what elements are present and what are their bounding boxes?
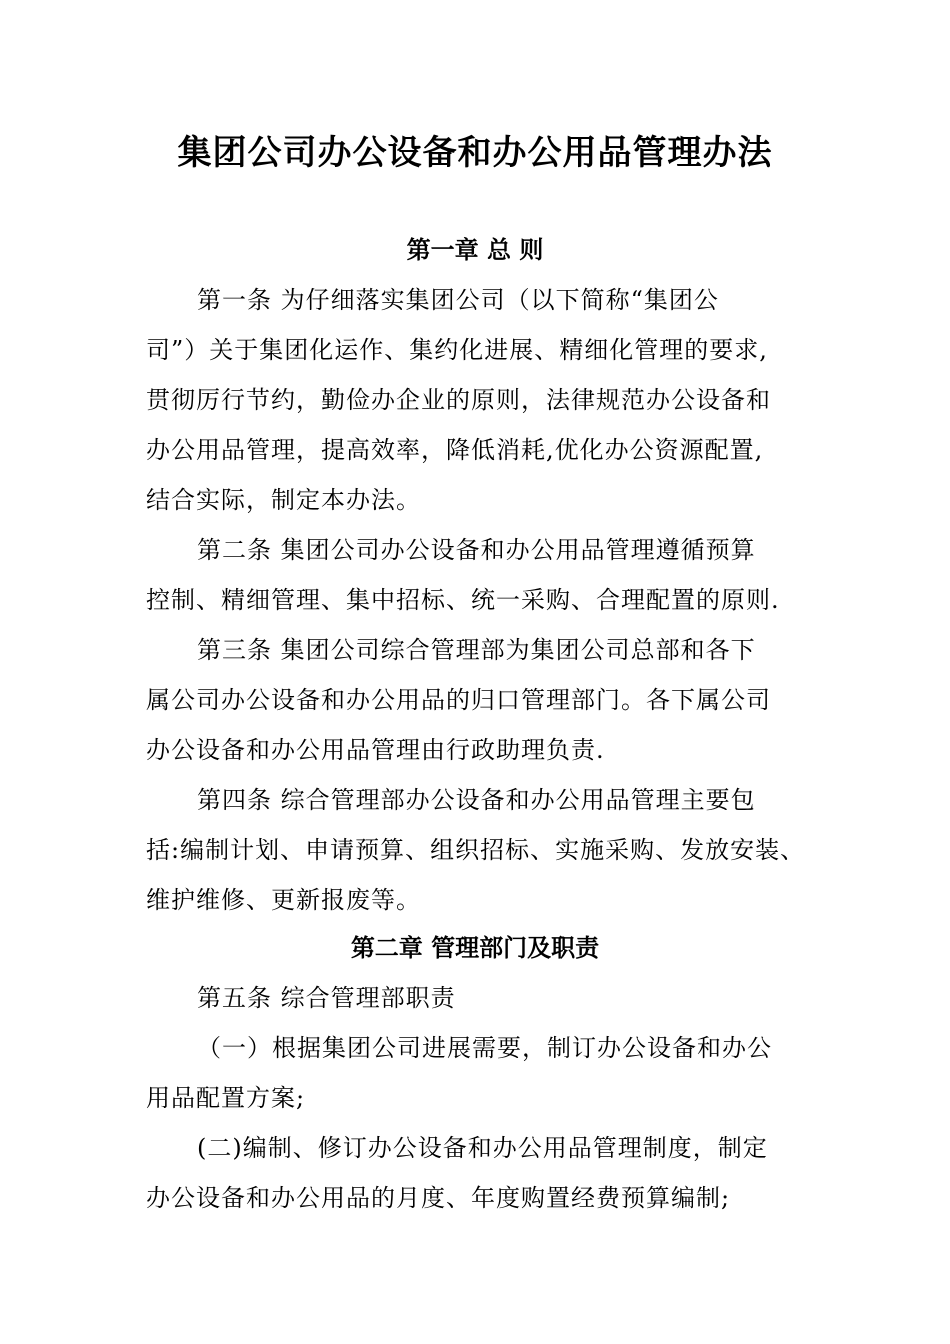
article-1-line-1: 第一条 为仔细落实集团公司（以下简称“集团公 bbox=[197, 286, 719, 314]
article-2-line-2: 控制、精细管理、集中招标、统一采购、合理配置的原则. bbox=[146, 586, 780, 614]
article-4-line-3: 维护维修、更新报废等。 bbox=[146, 886, 421, 914]
item-1-line-1: （一）根据集团公司进展需要，制订办公设备和办公 bbox=[197, 1034, 772, 1062]
article-4-line-2: 括:编制计划、申请预算、组织招标、实施采购、发放安装、 bbox=[146, 836, 806, 864]
article-3-line-2: 属公司办公设备和办公用品的归口管理部门。各下属公司 bbox=[146, 686, 771, 714]
article-3-line-3: 办公设备和办公用品管理由行政助理负责. bbox=[146, 736, 605, 764]
article-5-line-1: 第五条 综合管理部职责 bbox=[197, 984, 456, 1012]
item-2-line-1: (二)编制、修订办公设备和办公用品管理制度，制定 bbox=[197, 1134, 768, 1162]
article-1-line-4: 办公用品管理，提高效率，降低消耗,优化办公资源配置, bbox=[146, 436, 764, 464]
chapter-2-heading: 第二章 管理部门及职责 bbox=[350, 934, 600, 962]
chapter-1-heading: 第一章 总 则 bbox=[406, 236, 544, 264]
document-title: 集团公司办公设备和办公用品管理办法 bbox=[177, 133, 773, 173]
item-1-line-2: 用品配置方案; bbox=[146, 1084, 306, 1112]
article-4-line-1: 第四条 综合管理部办公设备和办公用品管理主要包 bbox=[197, 786, 756, 814]
article-3-line-1: 第三条 集团公司综合管理部为集团公司总部和各下 bbox=[197, 636, 756, 664]
article-2-line-1: 第二条 集团公司办公设备和办公用品管理遵循预算 bbox=[197, 536, 756, 564]
item-2-line-2: 办公设备和办公用品的月度、年度购置经费预算编制; bbox=[146, 1184, 731, 1212]
article-1-line-3: 贯彻厉行节约，勤俭办企业的原则，法律规范办公设备和 bbox=[146, 386, 771, 414]
article-1-line-2: 司”）关于集团化运作、集约化进展、精细化管理的要求, bbox=[146, 336, 768, 364]
article-1-line-5: 结合实际，制定本办法。 bbox=[146, 486, 421, 514]
